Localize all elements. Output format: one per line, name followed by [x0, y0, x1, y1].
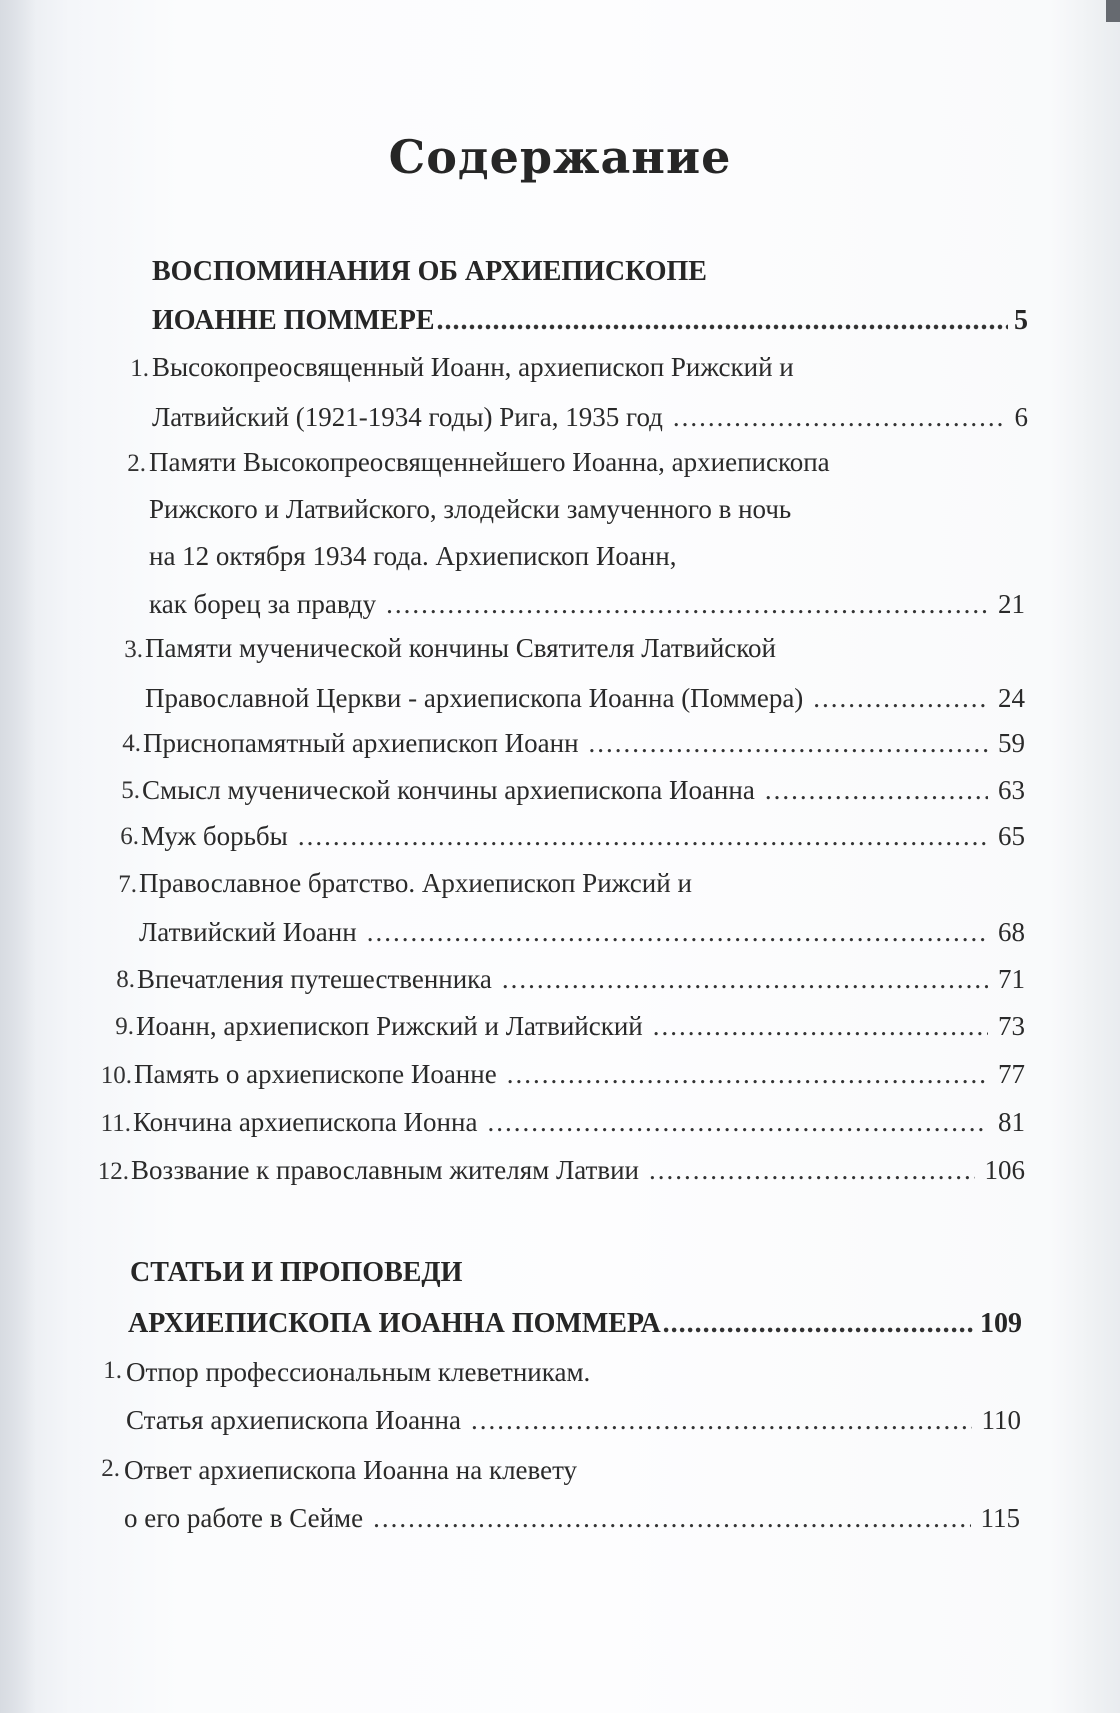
entry-title-line: Приснопамятный архиепископ Иоанн [143, 728, 579, 758]
dot-leader [765, 775, 988, 806]
section-1-heading-line1: ВОСПОМИНАНИЯ ОБ АРХИЕПИСКОПЕ [152, 256, 707, 287]
dot-leader [653, 1011, 988, 1042]
entry-title-line: Воззвание к православным жителям Латвии [131, 1155, 639, 1185]
toc-entry-row [143, 728, 1025, 759]
entry-number: 12. [97, 1158, 129, 1185]
toc-entry-row [124, 1503, 1020, 1534]
entry-title-line: Православное братство. Архиепископ Рижсий и [139, 868, 692, 898]
section-2-heading-line1: СТАТЬИ И ПРОПОВЕДИ [130, 1257, 463, 1288]
entry-number: 10. [100, 1062, 132, 1089]
toc-entry-row [145, 683, 1025, 714]
entry-number: 8. [116, 966, 135, 993]
toc-entry-row [142, 775, 1025, 806]
toc-entry-row [134, 1059, 1025, 1090]
entry-number: 1. [103, 1357, 122, 1384]
entry-page-number: 65 [998, 821, 1025, 851]
entry-title-line: о его работе в Сейме [124, 1503, 364, 1533]
entry-title-line: на 12 октября 1934 года. Архиепископ Иоанн, [149, 541, 677, 571]
dot-leader [386, 589, 988, 620]
entry-page-number: 73 [998, 1011, 1025, 1041]
dot-leader [373, 1503, 970, 1534]
section-1-page: 5 [1014, 305, 1028, 336]
dot-leader [471, 1405, 972, 1436]
entry-page-number: 81 [998, 1107, 1025, 1137]
entry-title-line: Иоанн, архиепископ Рижский и Латвийский [136, 1011, 643, 1041]
entry-page-number: 110 [981, 1405, 1021, 1435]
toc-entry-row [136, 1011, 1025, 1042]
entry-number: 2. [127, 450, 146, 477]
entry-page-number: 68 [998, 917, 1025, 947]
page-title: Содержание [388, 130, 732, 184]
entry-number: 5. [121, 777, 140, 804]
section-1-heading-row [152, 305, 1028, 337]
toc-entry-row [137, 964, 1025, 995]
entry-page-number: 63 [998, 775, 1025, 805]
dot-leader [589, 728, 988, 759]
toc-entry-row [149, 589, 1025, 620]
entry-title-line: как борец за правду [149, 589, 377, 619]
entry-title-line: Статья архиепископа Иоанна [126, 1405, 461, 1435]
dot-leader [649, 1155, 975, 1186]
entry-page-number: 24 [998, 683, 1025, 713]
entry-title-line: Православной Церкви - архиепископа Иоанна (Поммера) [145, 683, 804, 713]
entry-number: 4. [122, 730, 141, 757]
section-2-heading-row [128, 1308, 1022, 1340]
entry-title-line: Память о архиепископе Иоанне [134, 1059, 497, 1089]
toc-entry-row [141, 821, 1025, 852]
entry-title-line: Муж борьбы [141, 821, 288, 851]
dot-leader [813, 683, 988, 714]
entry-number: 6. [120, 823, 139, 850]
entry-number: 11. [100, 1110, 131, 1137]
page-corner-background [1106, 0, 1120, 22]
section-2-page: 109 [980, 1308, 1022, 1339]
dot-leader [298, 821, 988, 852]
dot-leader [437, 305, 1009, 337]
page-gutter-shadow [0, 0, 36, 1713]
entry-title-line: Латвийский Иоанн [139, 917, 357, 947]
entry-number: 9. [115, 1013, 134, 1040]
entry-title-line: Латвийский (1921-1934 годы) Рига, 1935 год [152, 402, 663, 432]
entry-page-number: 59 [998, 728, 1025, 758]
dot-leader [663, 1308, 974, 1340]
entry-title-line: Смысл мученической кончины архиепископа Иоанна [142, 775, 755, 805]
entry-title-line: Впечатления путешественника [137, 964, 492, 994]
entry-number: 7. [118, 871, 137, 898]
entry-title-line: Высокопреосвященный Иоанн, архиепископ Рижский и [152, 352, 794, 382]
entry-page-number: 77 [998, 1059, 1025, 1089]
toc-entry-row [139, 917, 1025, 948]
entry-title-line: Кончина архиепископа Ионна [133, 1107, 478, 1137]
dot-leader [673, 402, 1005, 433]
entry-title-line: Рижского и Латвийского, злодейски замученного в ночь [149, 494, 792, 524]
toc-entry-row [133, 1107, 1025, 1138]
section-1-heading-line2: ИОАННЕ ПОММЕРЕ [152, 305, 435, 336]
entry-number: 3. [124, 636, 143, 663]
section-2-heading-line2: АРХИЕПИСКОПА ИОАННА ПОММЕРА [128, 1308, 661, 1339]
dot-leader [502, 964, 988, 995]
entry-number: 2. [101, 1455, 120, 1482]
toc-entry-row [152, 402, 1028, 433]
entry-page-number: 106 [984, 1155, 1025, 1185]
dot-leader [367, 917, 988, 948]
entry-title-line: Ответ архиепископа Иоанна на клевету [124, 1455, 578, 1485]
dot-leader [507, 1059, 988, 1090]
entry-title-line: Отпор профессиональным клеветникам. [126, 1357, 591, 1387]
entry-page-number: 6 [1014, 402, 1028, 432]
entry-page-number: 21 [998, 589, 1025, 619]
entry-title-line: Памяти мученической кончины Святителя Латвийской [145, 633, 776, 663]
entry-title-line: Памяти Высокопреосвященнейшего Иоанна, архиепископа [149, 447, 830, 477]
dot-leader [487, 1107, 988, 1138]
toc-entry-row [131, 1155, 1025, 1186]
toc-entry-row [126, 1405, 1021, 1436]
entry-page-number: 115 [980, 1503, 1020, 1533]
entry-number: 1. [130, 355, 149, 382]
entry-page-number: 71 [998, 964, 1025, 994]
